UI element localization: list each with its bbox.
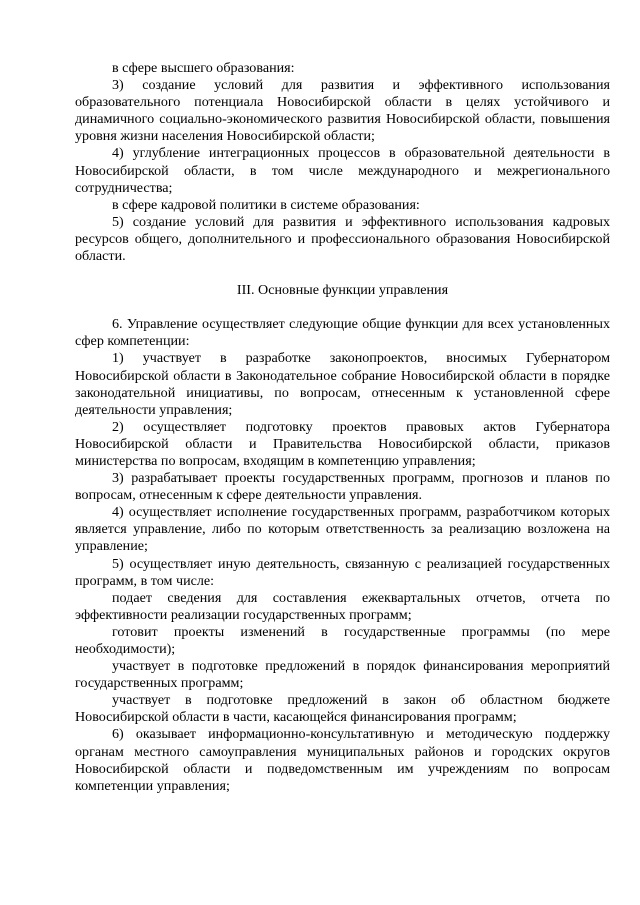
paragraph-function-5: 5) осуществляет иную деятельность, связанную с реализацией государственных программ, в том числе:	[75, 555, 610, 589]
paragraph-function-2: 2) осуществляет подготовку проектов правовых актов Губернатора Новосибирской области и Правительства Новосибирской области, приказов министерства по вопросам, входящим в компетенцию управления;	[75, 418, 610, 469]
paragraph-item-5-personnel-resources: 5) создание условий для развития и эффективного использования кадровых ресурсов общего, дополнительного и профессионального образования Новосибирской области.	[75, 213, 610, 265]
paragraph-subitem-budget-law: участвует в подготовке предложений в закон об областном бюджете Новосибирской области в части, касающейся финансирования программ;	[75, 692, 610, 726]
document-page	[75, 60, 610, 795]
paragraph-clause-6-intro: 6. Управление осуществляет следующие общие функции для всех установленных сфер компетенции:	[75, 316, 610, 350]
paragraph-item-4-integration: 4) углубление интеграционных процессов в образовательной деятельности в Новосибирской области, в том числе международного и межрегионального сотрудничества;	[75, 145, 610, 196]
paragraph-subitem-reports: подает сведения для составления ежеквартальных отчетов, отчета по эффективности реализации государственных программ;	[75, 589, 610, 623]
paragraph-function-3: 3) разрабатывает проекты государственных программ, прогнозов и планов по вопросам, отнесенным к сфере деятельности управления.	[75, 470, 610, 504]
paragraph-function-6: 6) оказывает информационно-консультативную и методическую поддержку органам местного самоуправления муниципальных районов и городских округов Новосибирской области и подведомственным им учреждениям по вопросам компетенции управления;	[75, 726, 610, 794]
paragraph-subitem-financing-proposals: участвует в подготовке предложений в порядок финансирования мероприятий государственных программ;	[75, 658, 610, 692]
section-heading: III. Основные функции управления	[236, 282, 449, 299]
paragraph-personnel-policy-header: в сфере кадровой политики в системе образования:	[112, 196, 420, 213]
paragraph-subitem-program-changes: готовит проекты изменений в государственные программы (по мере необходимости);	[75, 623, 610, 657]
paragraph-function-1: 1) участвует в разработке законопроектов, вносимых Губернатором Новосибирской области в Законодательное собрание Новосибирской области в порядке законодательной инициативы, по вопросам, отнесенным к установленной сфере деятельности управления;	[75, 350, 610, 418]
paragraph-higher-education-header: в сфере высшего образования:	[112, 60, 295, 76]
paragraph-function-4: 4) осуществляет исполнение государственных программ, разработчиком которых является управление, либо по которым ответственность за реализацию возложена на управление;	[75, 504, 610, 555]
paragraph-item-3-education-potential: 3) создание условий для развития и эффективного использования образовательного потенциала Новосибирской области в целях устойчивого и динамичного социально-экономического развития Новосибирской области, повышения уровня жизни населения Новосибирской области;	[75, 77, 610, 145]
